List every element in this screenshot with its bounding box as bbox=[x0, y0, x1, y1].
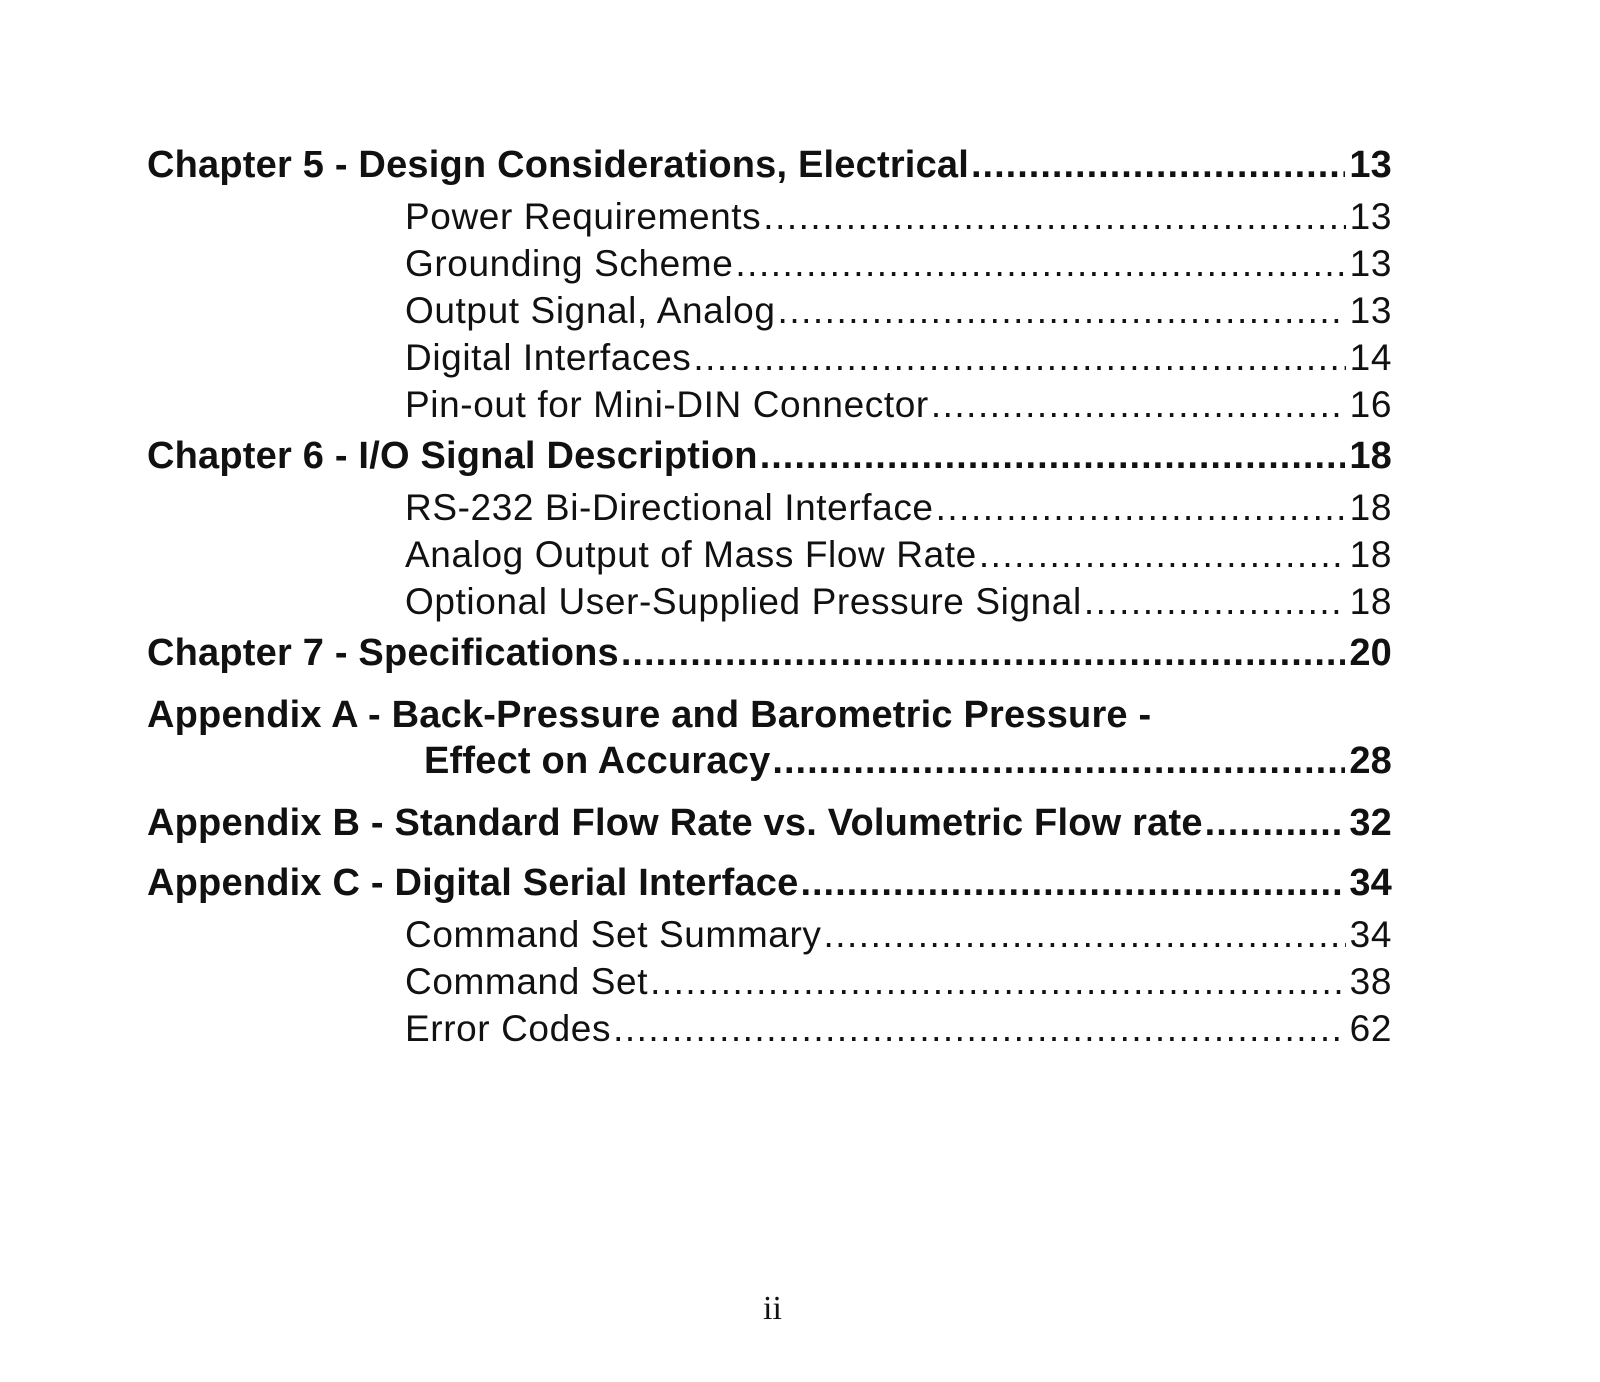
toc-entry-section bbox=[147, 334, 1392, 381]
dot-leader bbox=[735, 240, 1345, 287]
toc-entry-page: 13 bbox=[1349, 196, 1392, 237]
dot-leader bbox=[800, 860, 1345, 906]
dot-leader bbox=[971, 142, 1345, 188]
toc-entry-page: 13 bbox=[1349, 144, 1392, 186]
toc-entry-title: Grounding Scheme bbox=[405, 243, 734, 284]
toc-entry-title: RS-232 Bi-Directional Interface bbox=[405, 487, 934, 528]
toc-entry-section bbox=[147, 240, 1392, 287]
page-number: ii bbox=[763, 1290, 782, 1327]
toc-entry-title: Error Codes bbox=[405, 1008, 612, 1049]
toc-entry-section bbox=[147, 531, 1392, 578]
toc-entry-page: 14 bbox=[1349, 337, 1392, 378]
toc-entry-title: Command Set Summary bbox=[405, 914, 822, 955]
toc-entry-page: 28 bbox=[1349, 740, 1392, 782]
toc-entry-title: Chapter 7 - Specifications bbox=[147, 632, 619, 674]
toc-entry-title: Appendix B - Standard Flow Rate vs. Volumetric Flow rate bbox=[147, 802, 1203, 844]
toc-entry-appendix-b bbox=[147, 800, 1392, 846]
toc-entry-chapter-7 bbox=[147, 630, 1392, 676]
toc-entry-title: Appendix C - Digital Serial Interface bbox=[147, 862, 799, 904]
toc-entry-chapter-5 bbox=[147, 142, 1392, 188]
toc-entry-page: 18 bbox=[1349, 435, 1392, 477]
dot-leader bbox=[778, 287, 1346, 334]
toc-entry-page: 18 bbox=[1349, 534, 1392, 575]
toc-entry-page: 13 bbox=[1349, 243, 1392, 284]
toc-entry-title: Command Set bbox=[405, 961, 649, 1002]
dot-leader bbox=[760, 433, 1346, 479]
toc-entry-title: Digital Interfaces bbox=[405, 337, 692, 378]
toc-entry-title: Pin-out for Mini-DIN Connector bbox=[405, 384, 929, 425]
toc-entry-title-line1: Appendix A - Back-Pressure and Barometric Pressure - bbox=[147, 694, 1152, 736]
toc-entry-section bbox=[147, 193, 1392, 240]
toc-entry-page: 20 bbox=[1349, 632, 1392, 674]
dot-leader bbox=[936, 484, 1346, 531]
toc-entry-title: Optional User-Supplied Pressure Signal bbox=[405, 581, 1082, 622]
toc-entry-title-line2-row bbox=[147, 738, 1392, 784]
dot-leader bbox=[931, 381, 1346, 428]
toc-entry-title: Power Requirements bbox=[405, 196, 762, 237]
dot-leader bbox=[621, 630, 1345, 676]
toc-entry-page: 13 bbox=[1349, 290, 1392, 331]
toc-entry-section bbox=[147, 484, 1392, 531]
toc-entry-title: Chapter 5 - Design Considerations, Electrical bbox=[147, 144, 969, 186]
toc-entry-title-line2: Effect on Accuracy bbox=[424, 740, 771, 782]
toc-entry-appendix-a bbox=[147, 692, 1392, 784]
toc-entry-section bbox=[147, 287, 1392, 334]
toc-entry-page: 16 bbox=[1349, 384, 1392, 425]
toc-entry-section bbox=[147, 958, 1392, 1005]
dot-leader bbox=[613, 1005, 1346, 1052]
toc-entry-section bbox=[147, 381, 1392, 428]
toc-entry-page: 18 bbox=[1349, 487, 1392, 528]
dot-leader bbox=[1205, 800, 1346, 846]
toc-entry-page: 18 bbox=[1349, 581, 1392, 622]
dot-leader bbox=[763, 193, 1345, 240]
dot-leader bbox=[650, 958, 1346, 1005]
dot-leader bbox=[772, 738, 1345, 784]
dot-leader bbox=[1084, 578, 1346, 625]
toc-entry-section bbox=[147, 1005, 1392, 1052]
toc-entry-title: Output Signal, Analog bbox=[405, 290, 776, 331]
toc-entry-title: Analog Output of Mass Flow Rate bbox=[405, 534, 977, 575]
toc-entry-page: 34 bbox=[1349, 914, 1392, 955]
toc-entry-chapter-6 bbox=[147, 433, 1392, 479]
toc-entry-title: Chapter 6 - I/O Signal Description bbox=[147, 435, 758, 477]
toc-entry-appendix-c bbox=[147, 860, 1392, 906]
toc-entry-page: 38 bbox=[1349, 961, 1392, 1002]
toc-entry-page: 32 bbox=[1349, 802, 1392, 844]
dot-leader bbox=[823, 911, 1345, 958]
table-of-contents bbox=[147, 142, 1392, 1052]
toc-entry-page: 34 bbox=[1349, 862, 1392, 904]
toc-entry-page: 62 bbox=[1349, 1008, 1392, 1049]
toc-entry-section bbox=[147, 578, 1392, 625]
toc-entry-section bbox=[147, 911, 1392, 958]
dot-leader bbox=[979, 531, 1346, 578]
dot-leader bbox=[693, 334, 1345, 381]
